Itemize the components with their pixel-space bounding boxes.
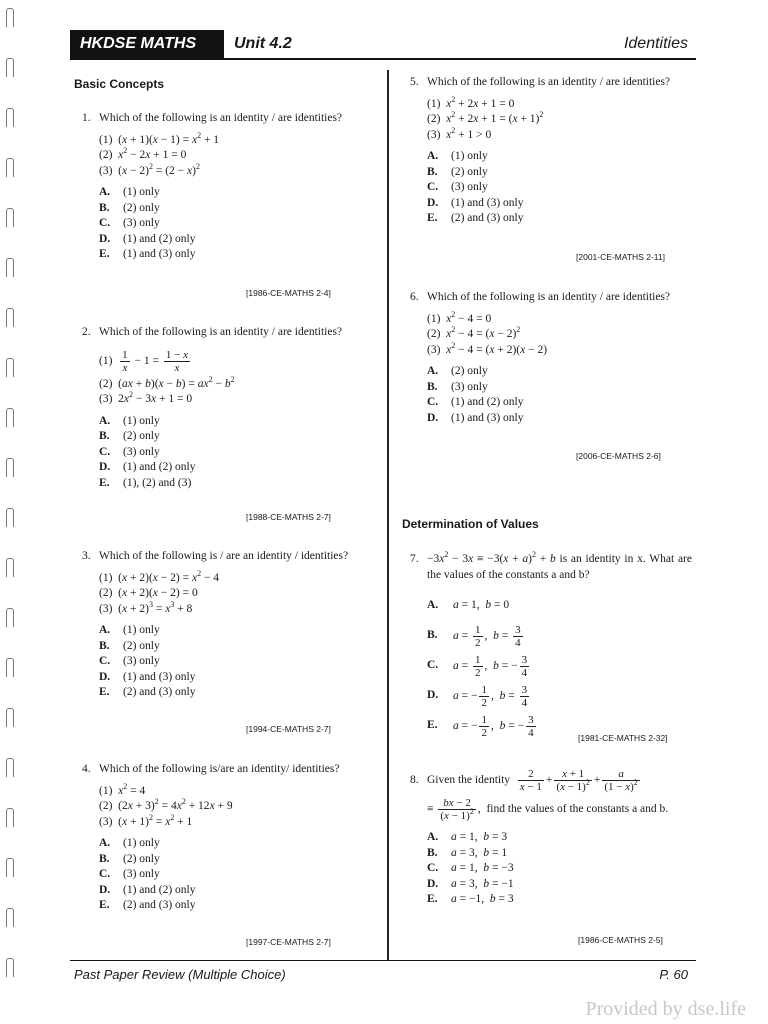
option-c[interactable]: C. (3) only <box>99 655 160 667</box>
question-6 <box>410 290 692 426</box>
binder-holes <box>6 0 28 1024</box>
section-heading-values: Determination of Values <box>402 517 539 531</box>
subject-badge: HKDSE MATHS <box>70 30 224 58</box>
option-list <box>99 414 364 492</box>
binder-hole <box>6 608 14 627</box>
source-reference: [1988-CE-MATHS 2-7] <box>246 512 331 522</box>
statement-list: (1) $x^2 = 4$ (2) $(2x + 3)^2 = 4x^2 + 12x + 9$ (3) $(x + 1)^2 = x^2 + 1$ <box>99 781 233 828</box>
question-8 <box>410 768 700 908</box>
binder-hole <box>6 158 14 177</box>
option-b[interactable]: B. a = 3, b = 1 <box>427 846 508 859</box>
binder-hole <box>6 8 14 27</box>
question-stem: Which of the following is an identity / are identities? <box>99 112 343 124</box>
question-4 <box>82 762 364 914</box>
source-reference: [2006-CE-MATHS 2-6] <box>576 451 661 461</box>
option-b[interactable]: B. (2) only <box>99 852 160 865</box>
option-c[interactable]: C. (1) and (2) only <box>427 396 524 408</box>
question-number: 1. <box>82 112 91 124</box>
binder-hole <box>6 708 14 727</box>
binder-hole <box>6 258 14 277</box>
option-d[interactable]: D. (1) and (2) only <box>99 461 196 473</box>
question-number: 6. <box>410 291 419 303</box>
option-d[interactable]: D. (1) and (2) only <box>99 883 196 896</box>
option-e[interactable]: E. (1), (2) and (3) <box>99 476 192 489</box>
question-number: 8. <box>410 773 419 786</box>
statement-list: (1) $x^2 - 4 = 0$ (2) $x^2 - 4 = (x - 2)^2$ (3) $x^2 - 4 = (x + 2)(x - 2)$ <box>427 309 548 356</box>
option-b[interactable]: B. a = $\frac{1}{2}$ , b = $\frac{3}{4}$ <box>427 623 521 649</box>
question-stem-continued: ≡ $\frac{bx - 2}{(x - 1)^2}$ , find the values of the constants a and b. <box>427 797 669 822</box>
question-stem: Which of the following is / are an identity / identities? <box>99 550 349 562</box>
question-stem: Which of the following is an identity / are identities? <box>99 326 343 338</box>
option-e[interactable]: E. (2) and (3) only <box>99 686 196 698</box>
statement-list: (1) $x^2 + 2x + 1 = 0$ (2) $x^2 + 2x + 1 = (x + 1)^2$ (3) $x^2 + 1 > 0$ <box>427 94 544 141</box>
watermark: Provided by dse.life <box>585 998 746 1020</box>
option-b[interactable]: B. (3) only <box>427 380 488 393</box>
question-stem: Which of the following is an identity / are identities? <box>427 291 671 303</box>
binder-hole <box>6 458 14 477</box>
option-b[interactable]: B. (2) only <box>99 639 160 652</box>
option-a[interactable]: A. (1) only <box>99 624 160 636</box>
option-b[interactable]: B. (2) only <box>99 201 160 214</box>
question-2 <box>82 325 364 491</box>
option-c[interactable]: C. (3) only <box>99 868 160 880</box>
binder-hole <box>6 508 14 527</box>
footer-title: Past Paper Review (Multiple Choice) <box>74 967 286 982</box>
binder-hole <box>6 758 14 777</box>
option-e[interactable]: E. (1) and (3) only <box>99 248 196 260</box>
source-reference: [1997-CE-MATHS 2-7] <box>246 937 331 947</box>
binder-hole <box>6 408 14 427</box>
binder-hole <box>6 558 14 577</box>
option-d[interactable]: D. (1) and (2) only <box>99 232 196 245</box>
statement-list: (1) $(x + 2)(x - 2) = x^2 - 4$ (2) (x + 2)(x − 2) = 0 (3) $(x + 2)^3 = x^3 + 8$ <box>99 568 220 615</box>
statement-list: (1) $(x + 1)(x - 1) = x^2 + 1$ (2) $x^2 - 2x + 1 = 0$ (3) $(x - 2)^2 = (2 - x)^2$ <box>99 130 220 177</box>
binder-hole <box>6 108 14 127</box>
source-reference: [1986-CE-MATHS 2-5] <box>578 935 663 945</box>
option-d[interactable]: D. a = − $\frac{1}{2}$ , b = $\frac{3}{4}$ <box>427 683 528 709</box>
option-list <box>99 623 364 701</box>
source-reference: [2001-CE-MATHS 2-11] <box>576 252 665 262</box>
section-heading-basic: Basic Concepts <box>74 77 165 91</box>
question-stem: Given the identity $\frac{2}{x - 1}$ + $\frac{x + 1}{(x - 1)^2}$ + $\frac{a}{(1 - x)^2}$ <box>427 768 638 793</box>
unit-label: Unit 4.2 <box>234 35 292 52</box>
question-stem: $-3x^2 - 3x \equiv -3(x + a)^2 + b$ is an identity in x. What are the values of the constants a and b? <box>427 550 692 581</box>
page-header <box>70 30 696 60</box>
option-c[interactable]: C. (3) only <box>427 181 488 193</box>
question-7 <box>410 552 692 741</box>
option-d[interactable]: D. (1) and (3) only <box>427 196 524 209</box>
option-c[interactable]: C. (3) only <box>99 445 160 458</box>
binder-hole <box>6 908 14 927</box>
question-3 <box>82 549 364 701</box>
question-number: 5. <box>410 76 419 88</box>
binder-hole <box>6 358 14 377</box>
option-c[interactable]: C. a = $\frac{1}{2}$ , b = − $\frac{3}{4}$ <box>427 653 528 679</box>
question-5 <box>410 75 692 227</box>
question-1 <box>82 111 364 263</box>
option-d[interactable]: D. a = 3, b = −1 <box>427 877 514 890</box>
option-e[interactable]: E. (2) and (3) only <box>427 212 524 224</box>
option-d[interactable]: D. (1) and (3) only <box>99 670 196 683</box>
question-number: 4. <box>82 763 91 775</box>
option-b[interactable]: B. (2) only <box>99 430 160 442</box>
binder-hole <box>6 808 14 827</box>
binder-hole <box>6 658 14 677</box>
page-footer <box>70 960 696 982</box>
option-list <box>99 185 364 263</box>
page-number: P. 60 <box>659 967 688 982</box>
binder-hole <box>6 308 14 327</box>
option-a[interactable]: A. (1) only <box>99 186 160 198</box>
option-e[interactable]: E. a = −1, b = 3 <box>427 893 514 905</box>
option-a[interactable]: A. (1) only <box>427 150 488 162</box>
option-a[interactable]: A. (1) only <box>99 837 160 849</box>
source-reference: [1994-CE-MATHS 2-7] <box>246 724 331 734</box>
option-e[interactable]: E. (2) and (3) only <box>99 899 196 911</box>
binder-hole <box>6 58 14 77</box>
option-d[interactable]: D. (1) and (3) only <box>427 411 524 424</box>
option-a[interactable]: A. a = 1, b = 3 <box>427 831 508 843</box>
option-e[interactable]: E. a = − $\frac{1}{2}$ , b = − $\frac{3}{4}$ <box>427 713 534 739</box>
question-number: 2. <box>82 326 91 338</box>
binder-hole <box>6 208 14 227</box>
source-reference: [1986-CE-MATHS 2-4] <box>246 288 331 298</box>
question-number: 7. <box>410 553 419 565</box>
option-list <box>427 591 692 741</box>
option-a[interactable]: A. (1) only <box>99 414 160 427</box>
option-b[interactable]: B. (2) only <box>427 165 488 178</box>
option-c[interactable]: C. a = 1, b = −3 <box>427 862 514 874</box>
option-list <box>427 830 700 908</box>
question-stem: Which of the following is/are an identity/ identities? <box>99 763 340 775</box>
topic-title: Identities <box>623 35 688 52</box>
question-number: 3. <box>82 550 91 562</box>
option-list <box>427 149 692 227</box>
option-list <box>99 836 364 914</box>
option-c[interactable]: C. (3) only <box>99 217 160 229</box>
binder-hole <box>6 958 14 977</box>
source-reference: [1981-CE-MATHS 2-32] <box>578 733 668 743</box>
option-a[interactable]: A. (2) only <box>427 365 488 377</box>
option-a[interactable]: A. a = 1, b = 0 <box>427 599 510 612</box>
binder-hole <box>6 858 14 877</box>
statement-list: (1) $\frac{1}{x}$ − 1 = $\frac{1 - x}{x}$ (2) $(ax + b)(x - b) = ax^2 - b^2$ (3) $2x^2 - 3x + 1 = 0$ <box>99 349 235 405</box>
option-list <box>427 364 692 426</box>
question-stem: Which of the following is an identity / are identities? <box>427 76 671 88</box>
column-divider <box>387 70 389 960</box>
